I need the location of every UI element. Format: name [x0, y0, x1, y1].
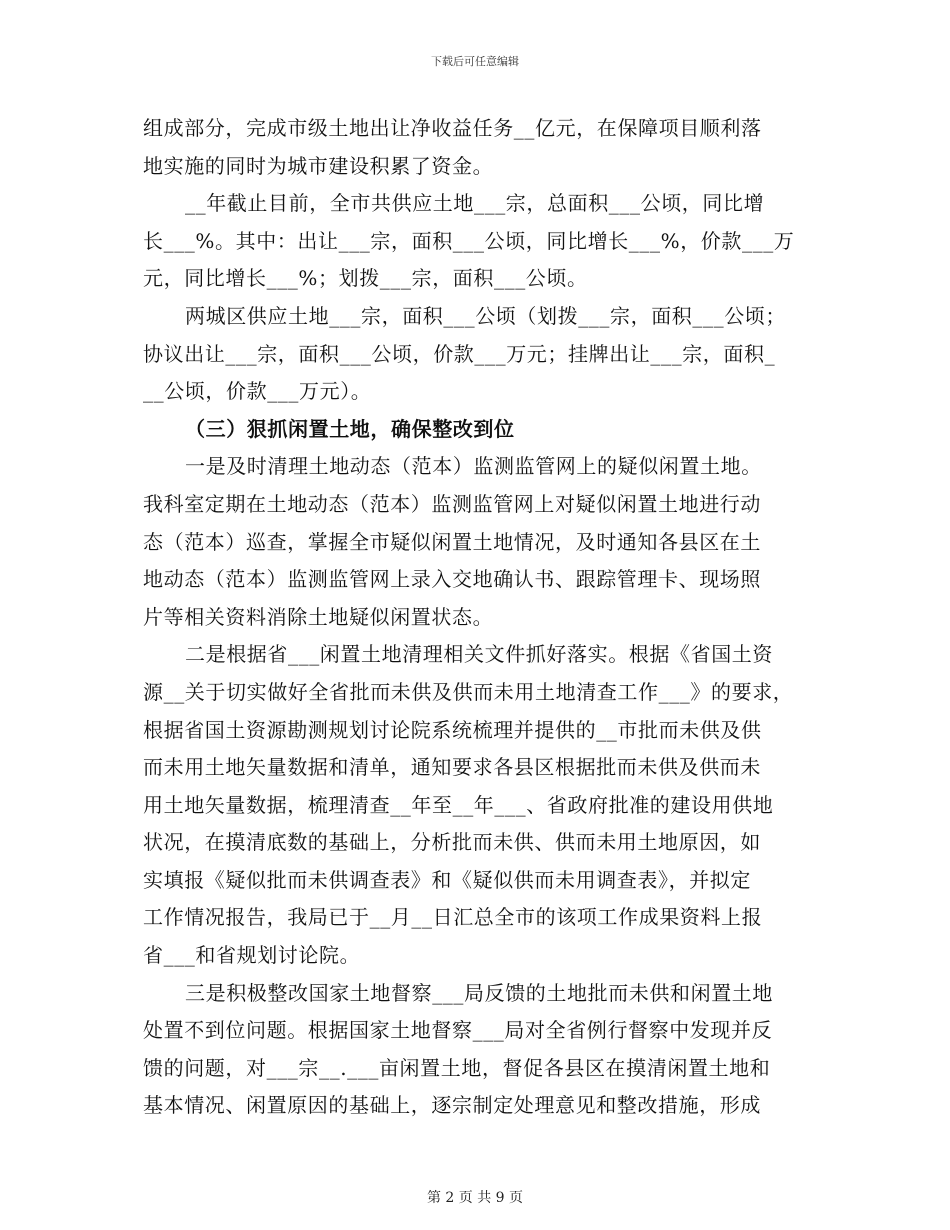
paragraph-line: 基本情况、闲置原因的基础上，逐宗制定处理意见和整改措施，形成	[143, 1093, 761, 1118]
paragraph-line: 态（范本）巡查，掌握全市疑似闲置土地情况，及时通知各县区在土	[143, 529, 761, 554]
paragraph-line: __公顷，价款___万元）。	[143, 379, 372, 404]
paragraph-line: 我科室定期在土地动态（范本）监测监管网上对疑似闲置土地进行动	[143, 491, 761, 516]
section-heading: （三）狠抓闲置土地，确保整改到位	[185, 416, 515, 441]
document-body	[143, 110, 811, 1125]
paragraph-line: 一是及时清理土地动态（范本）监测监管网上的疑似闲置土地。	[185, 454, 762, 479]
paragraph-line: 处置不到位问题。根据国家土地督察___局对全省例行督察中发现并反	[143, 1018, 773, 1043]
paragraph-line: __年截止目前，全市共供应土地___宗，总面积___公顷，同比增	[185, 191, 765, 216]
paragraph-line: 源__关于切实做好全省批而未供及供而未用土地清查工作___》的要求，	[143, 679, 794, 704]
paragraph-line: 根据省国土资源勘测规划讨论院系统梳理并提供的__市批而未供及供	[143, 717, 762, 742]
paragraph-line: 地实施的同时为城市建设积累了资金。	[143, 153, 494, 178]
paragraph-line: 片等相关资料消除土地疑似闲置状态。	[143, 604, 494, 629]
paragraph-line: 两城区供应土地___宗，面积___公顷（划拨___宗，面积___公顷；	[185, 303, 786, 328]
paragraph-line: 馈的问题，对___宗__.___亩闲置土地，督促各县区在摸清闲置土地和	[143, 1055, 771, 1080]
paragraph-line: 协议出让___宗，面积___公顷，价款___万元；挂牌出让___宗，面积_	[143, 341, 776, 366]
paragraph-line: 组成部分，完成市级土地出让净收益任务__亿元，在保障项目顺利落	[143, 116, 762, 140]
page-footer: 第 2 页 共 9 页	[426, 1190, 524, 1206]
paragraph-line: 状况，在摸清底数的基础上，分析批而未供、供而未用土地原因，如	[143, 830, 761, 855]
paragraph-line: 长___%。其中：出让___宗，面积___公顷，同比增长___%，价款___万	[143, 228, 795, 253]
paragraph-line: 用土地矢量数据，梳理清查__年至__年___、省政府批准的建设用供地	[143, 792, 774, 817]
paragraph-line: 省___和省规划讨论院。	[143, 943, 361, 968]
paragraph-line: 工作情况报告，我局已于__月__日汇总全市的该项工作成果资料上报	[143, 905, 763, 930]
paragraph-line: 地动态（范本）监测监管网上录入交地确认书、跟踪管理卡、现场照	[143, 567, 761, 592]
paragraph-line: 而未用土地矢量数据和清单，通知要求各县区根据批而未供及供而未	[143, 755, 761, 780]
paragraph-line: 二是根据省___闲置土地清理相关文件抓好落实。根据《省国土资	[185, 642, 773, 667]
page-header: 下载后可任意编辑	[431, 55, 519, 68]
paragraph-line: 实填报《疑似批而未供调查表》和《疑似供而未用调查表》，并拟定	[143, 867, 751, 892]
paragraph-line: 元，同比增长___%；划拨___宗，面积___公顷。	[143, 266, 588, 291]
paragraph-line: 三是积极整改国家土地督察___局反馈的土地批而未供和闲置土地	[185, 980, 773, 1005]
